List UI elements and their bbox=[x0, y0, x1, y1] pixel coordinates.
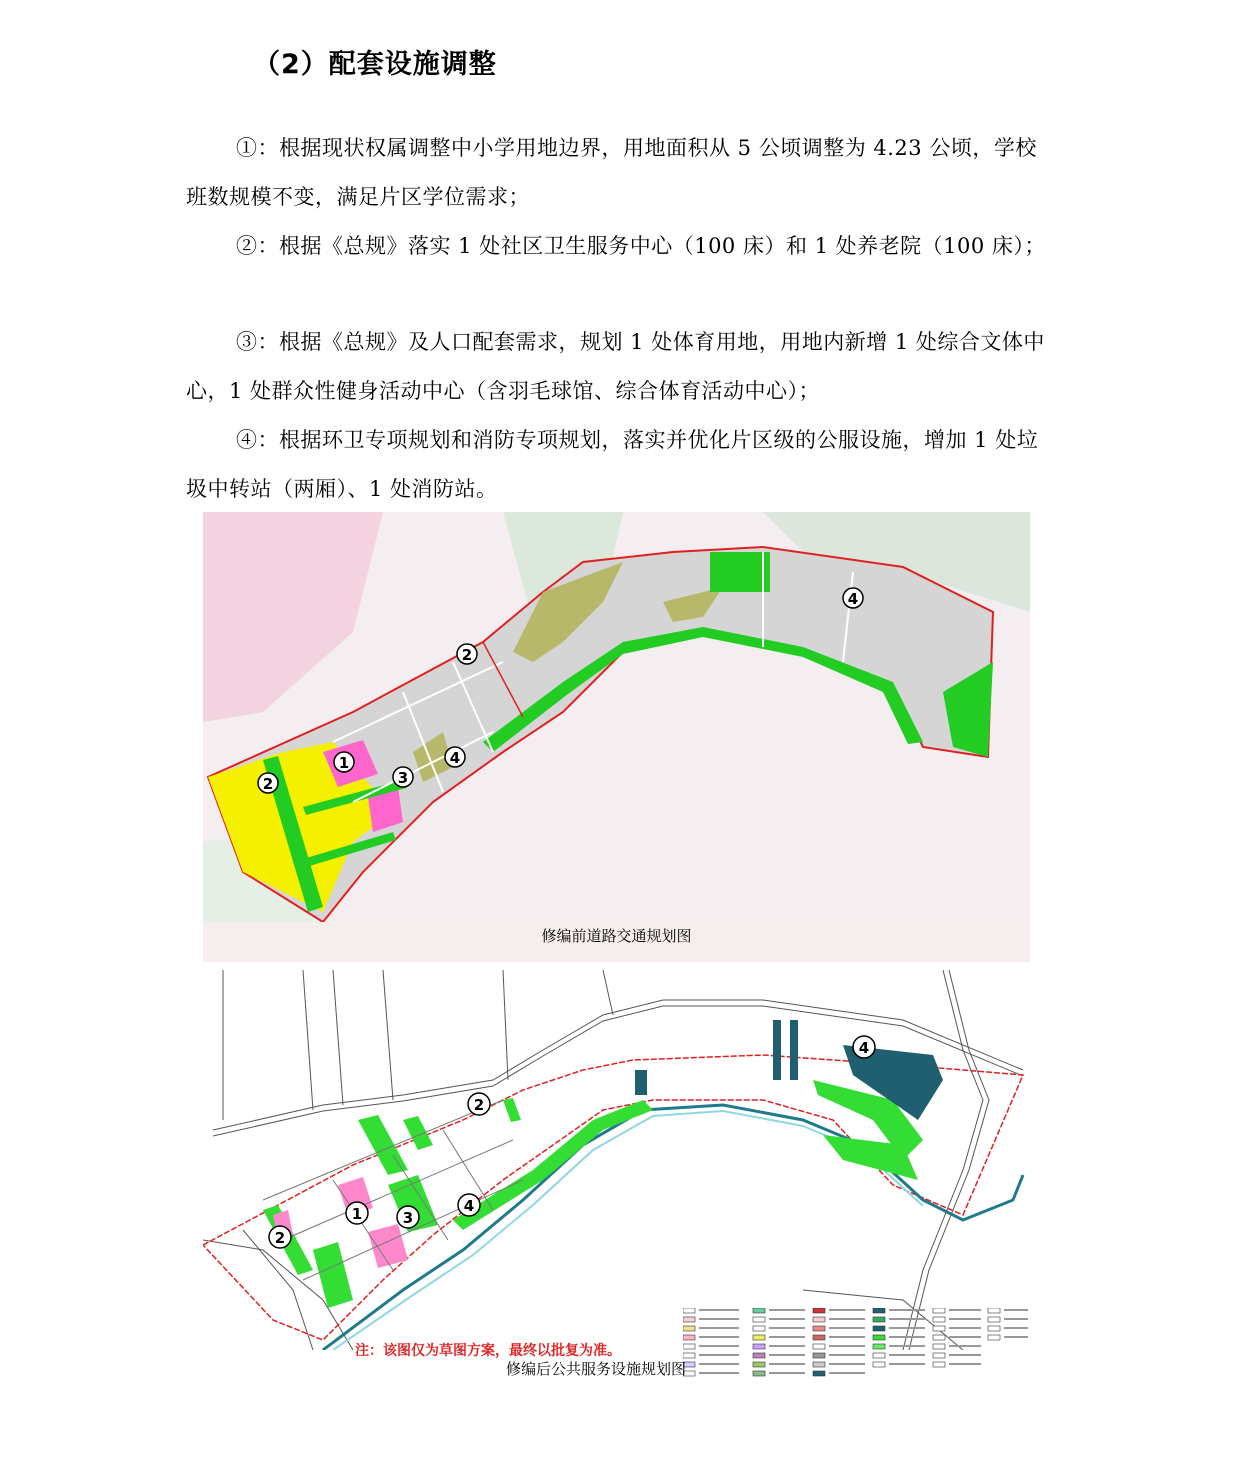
svg-text:4: 4 bbox=[449, 749, 461, 767]
map-after-marker-1 bbox=[346, 1202, 368, 1224]
map-before-marker-1 bbox=[334, 752, 354, 772]
paragraph-3: ③：根据《总规》及人口配套需求，规划 1 处体育用地，用地内新增 1 处综合文体中心，1 处群众性健身活动中心（含羽毛球馆、综合体育活动中心）； bbox=[186, 330, 1045, 403]
map-after-marker-2b bbox=[468, 1093, 490, 1115]
svg-text:4: 4 bbox=[847, 590, 859, 608]
map-after-marker-2a bbox=[269, 1226, 291, 1248]
map-after-caption: 修编后公共服务设施规划图 bbox=[506, 1360, 687, 1378]
map-legend bbox=[683, 1308, 1033, 1384]
map-after-marker-4b bbox=[853, 1036, 875, 1058]
map-legend-swatches bbox=[683, 1308, 1033, 1384]
svg-text:2: 2 bbox=[274, 1229, 286, 1247]
map-after-marker-4a bbox=[458, 1194, 480, 1216]
svg-text:4: 4 bbox=[463, 1197, 475, 1215]
map-after-marker-3 bbox=[397, 1206, 419, 1228]
svg-text:1: 1 bbox=[351, 1205, 363, 1223]
map-before-marker-2a bbox=[258, 773, 278, 793]
svg-text:2: 2 bbox=[461, 646, 473, 664]
svg-text:4: 4 bbox=[858, 1039, 870, 1057]
map-before-marker-3 bbox=[393, 767, 413, 787]
map-before-marker-4b bbox=[843, 588, 863, 608]
map-after-note: 注：该图仅为草图方案，最终以批复为准。 bbox=[355, 1343, 621, 1359]
map-before-drawing bbox=[203, 512, 1030, 922]
map-before bbox=[203, 512, 1030, 962]
map-before-marker-4a bbox=[445, 747, 465, 767]
svg-text:1: 1 bbox=[338, 754, 350, 772]
map-after bbox=[203, 970, 1043, 1390]
svg-text:3: 3 bbox=[402, 1209, 414, 1227]
paragraph-2: ②：根据《总规》落实 1 处社区卫生服务中心（100 床）和 1 处养老院（100 床）； bbox=[236, 234, 1046, 258]
section-heading: （2）配套设施调整 bbox=[253, 49, 497, 80]
paragraph-4: ④：根据环卫专项规划和消防专项规划，落实并优化片区级的公服设施，增加 1 处垃圾中转站（两厢）、1 处消防站。 bbox=[186, 428, 1039, 501]
map-before-caption: 修编前道路交通规划图 bbox=[541, 927, 692, 945]
svg-text:3: 3 bbox=[397, 769, 409, 787]
svg-text:2: 2 bbox=[473, 1096, 485, 1114]
map-after-drawing bbox=[203, 970, 1043, 1350]
paragraph-1: ①：根据现状权属调整中小学用地边界，用地面积从 5 公顷调整为 4.23 公顷，学校班数规模不变，满足片区学位需求； bbox=[186, 136, 1037, 209]
map-before-marker-2b bbox=[457, 644, 477, 664]
svg-text:2: 2 bbox=[262, 775, 274, 793]
